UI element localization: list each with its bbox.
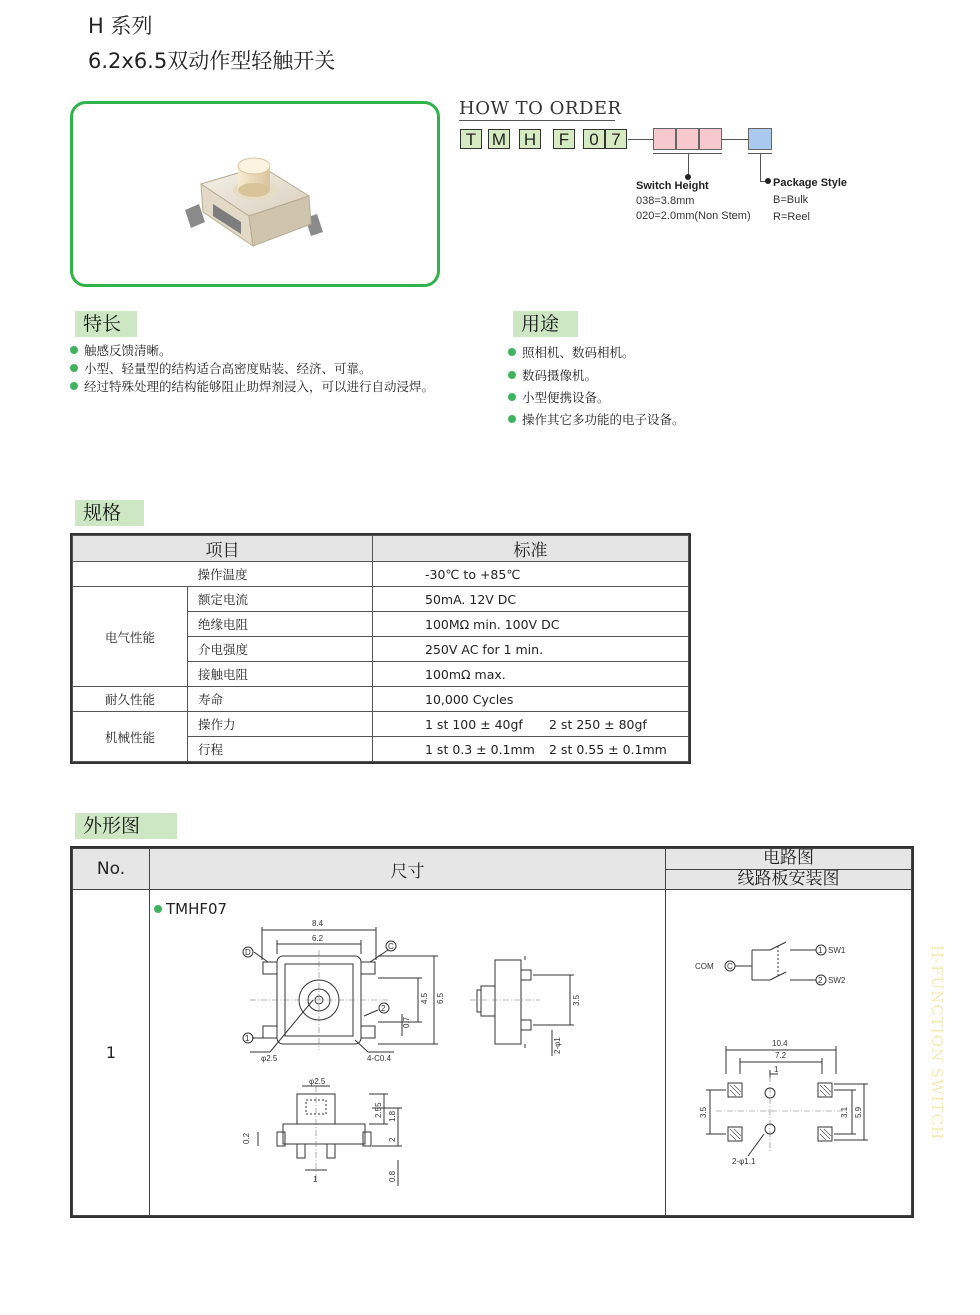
how-to-order-heading: HOW TO ORDER	[459, 98, 622, 119]
application-item: 操作其它多功能的电子设备。	[508, 410, 685, 428]
spec-value-stage2: 2 st 0.55 ± 0.1mm	[549, 741, 667, 757]
spec-group: 电气性能	[73, 587, 188, 687]
spec-value	[373, 712, 689, 737]
dim-front-0-8: 0.8	[388, 1170, 397, 1182]
pcb-dim-10-4: 10.4	[772, 1039, 788, 1048]
side-watermark-text: H-FUNCTION SWITCH	[928, 945, 946, 1141]
spec-heading: 规格	[75, 500, 144, 526]
spec-value: 50mA. 12V DC	[373, 587, 689, 612]
marker-c: C	[388, 942, 394, 951]
product-photo-frame	[70, 101, 440, 287]
outline-col-circuit: 电路图	[666, 849, 912, 870]
outline-col-dim: 尺寸	[150, 849, 666, 890]
spec-label: 绝缘电阻	[188, 612, 373, 637]
application-item: 照相机、数码相机。	[508, 343, 635, 361]
spec-value-stage2: 2 st 250 ± 80gf	[549, 716, 647, 732]
switch-height-option: 020=2.0mm(Non Stem)	[636, 210, 751, 222]
package-style-option: B=Bulk	[773, 194, 809, 206]
application-item: 数码摄像机。	[508, 366, 597, 384]
dim-offset-0-7: 0.7	[402, 1016, 411, 1028]
model-name: TMHF07	[166, 900, 228, 918]
outline-row-no: 1	[73, 890, 150, 1216]
spec-value: 250V AC for 1 min.	[373, 637, 689, 662]
spec-value	[373, 737, 689, 762]
dim-front-2: 2	[388, 1137, 397, 1142]
spec-value-stage1: 1 st 100 ± 40gf	[425, 716, 523, 732]
spec-label: 操作力	[188, 712, 373, 737]
dim-pins: 2-φ1	[553, 1037, 562, 1054]
dim-side-3-5: 3.5	[572, 994, 581, 1006]
connector-line	[722, 139, 748, 140]
spec-label: 额定电流	[188, 587, 373, 612]
spec-value: 100MΩ min. 100V DC	[373, 612, 689, 637]
marker-1: 1	[245, 1034, 250, 1043]
package-style-option: R=Reel	[773, 211, 810, 223]
height-box-2	[676, 128, 699, 150]
circuit-node-1: 1	[818, 946, 823, 955]
package-style-title: Package Style	[773, 177, 847, 189]
circuit-sw2-label: SW2	[828, 976, 846, 985]
dim-width-8-4: 8.4	[312, 919, 324, 928]
pcb-dim-7-2: 7.2	[775, 1051, 787, 1060]
dim-front-1: 1	[313, 1175, 318, 1184]
spec-label: 操作温度	[73, 562, 373, 587]
pcb-dim-5-9: 5.9	[854, 1106, 863, 1118]
circuit-node-2: 2	[818, 976, 823, 985]
spec-label: 接触电阻	[188, 662, 373, 687]
spec-label: 行程	[188, 737, 373, 762]
connector-line	[628, 139, 653, 140]
spec-table-frame	[70, 533, 691, 764]
circuit-sw1-label: SW1	[828, 946, 846, 955]
marker-2: 2	[381, 1004, 386, 1013]
applications-heading: 用途	[513, 311, 578, 337]
spec-group: 机械性能	[73, 712, 188, 762]
outline-col-no: No.	[73, 849, 150, 890]
pcb-dim-holes: 2-φ1.1	[732, 1157, 756, 1166]
outline-heading: 外形图	[75, 813, 177, 839]
package-pointer-dot	[765, 178, 771, 184]
dim-height-4-5: 4.5	[420, 992, 429, 1004]
spec-col-item: 项目	[73, 536, 373, 562]
code-letter-4: F	[553, 129, 575, 149]
dimension-drawing	[150, 890, 666, 1215]
code-letter-2: M	[488, 129, 510, 149]
circuit-com-label: COM	[695, 962, 714, 971]
spec-label: 寿命	[188, 687, 373, 712]
dim-front-0-2: 0.2	[242, 1132, 251, 1144]
dim-front-1-8: 1.8	[388, 1110, 397, 1122]
spec-value: 10,000 Cycles	[373, 687, 689, 712]
how-to-order-underline	[459, 120, 615, 121]
dim-front-2-55: 2.55	[374, 1102, 383, 1118]
package-pointer	[760, 153, 761, 181]
spec-value: 100mΩ max.	[373, 662, 689, 687]
marker-d: D	[245, 948, 251, 957]
feature-item: 经过特殊处理的结构能够阻止助焊剂浸入，可以进行自动浸焊。	[70, 377, 434, 395]
dim-front-stem: φ2.5	[309, 1077, 326, 1086]
switch-height-option: 038=3.8mm	[636, 195, 695, 207]
outline-table-frame	[70, 846, 914, 1218]
dim-width-6-2: 6.2	[312, 934, 324, 943]
spec-group: 耐久性能	[73, 687, 188, 712]
height-box-1	[653, 128, 676, 150]
outline-table	[72, 848, 912, 1216]
circuit-c-label: C	[727, 962, 733, 971]
spec-table	[72, 535, 689, 762]
height-box-3	[699, 128, 722, 150]
switch-height-title: Switch Height	[636, 180, 709, 192]
series-label: H 系列	[88, 14, 153, 38]
spec-value-stage1: 1 st 0.3 ± 0.1mm	[425, 741, 535, 757]
spec-value: -30℃ to +85℃	[373, 562, 689, 587]
outline-circuit-cell	[666, 890, 912, 1216]
application-item: 小型便携设备。	[508, 388, 610, 406]
spec-label: 介电强度	[188, 637, 373, 662]
features-heading: 特长	[75, 311, 137, 337]
outline-col-pcb: 线路板安装图	[666, 869, 912, 890]
pcb-dim-3-5: 3.5	[699, 1106, 708, 1118]
code-letter-3: H	[519, 129, 541, 149]
pcb-dim-1: 1	[774, 1065, 779, 1074]
product-photo	[73, 104, 437, 284]
spec-col-standard: 标准	[373, 536, 689, 562]
circuit-and-pcb-drawing	[666, 890, 912, 1215]
dim-chamfer: 4-C0.4	[367, 1054, 392, 1063]
feature-item: 小型、轻量型的结构适合高密度贴装、经济、可靠。	[70, 359, 372, 377]
height-pointer	[688, 153, 689, 176]
code-letter-6: 7	[605, 129, 627, 149]
dim-height-6-5: 6.5	[436, 992, 445, 1004]
page-title: 6.2x6.5双动作型轻触开关	[88, 49, 336, 73]
package-box	[748, 128, 772, 150]
outline-dim-cell	[150, 890, 666, 1216]
feature-item: 触感反馈清晰。	[70, 341, 172, 359]
code-letter-1: T	[460, 129, 482, 149]
code-letter-5: 0	[583, 129, 605, 149]
pcb-dim-3-1: 3.1	[840, 1106, 849, 1118]
dim-stem-diameter: φ2.5	[261, 1054, 278, 1063]
